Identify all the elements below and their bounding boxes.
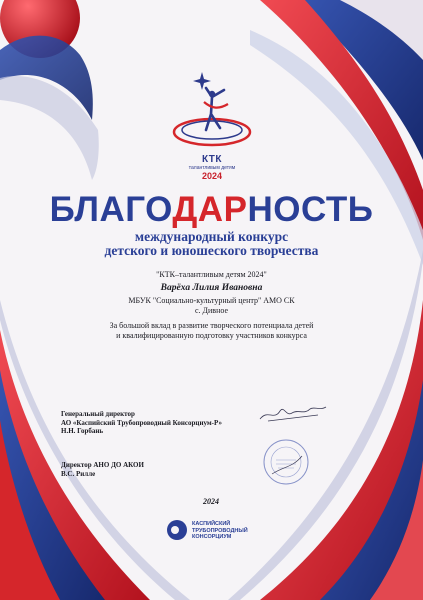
handwritten-signature [258,403,328,425]
recipient-organization: МБУК "Социально-культурный центр" АМО СК [128,296,295,305]
signatory-1-organization: АО «Каспийский Трубопроводный Консорциум-Р» [61,418,222,427]
signatory-1-name: Н.Н. Горбань [61,427,104,435]
title-part-1: БЛАГО [49,190,173,229]
cpc-logo-line-2: ТРУБОПРОВОДНЫЙ [192,527,248,534]
certificate-title [40,190,383,230]
certificate-year: 2024 [203,497,219,506]
dancer-emblem-icon [166,72,258,154]
reason-line-2: и квалифицированную подготовку участников конкурса [116,331,307,340]
recipient-name: Варёха Лилия Ивановна [160,283,263,293]
reason-line-1: За большой вклад в развитие творческого потенциала детей [109,321,314,330]
title-part-3: НОСТЬ [247,190,374,229]
cpc-logo-text [192,521,248,541]
logo-subtitle: талантливым детям [188,165,236,171]
logo-year: 2024 [201,171,223,181]
cpc-logo-icon [165,518,189,542]
subtitle-line-2: детского и юношеского творчества [104,243,319,258]
recipient-city: с. Дивное [195,306,228,315]
cpc-logo-line-1: КАСПИЙСКИЙ [192,521,231,527]
contest-name: "КТК–талантливым детям 2024" [156,270,267,279]
title-part-2: ДАР [172,190,248,229]
cpc-logo-line-3: КОНСОРЦИУМ [192,534,232,540]
signatory-2-name: В.С. Рилле [61,469,96,478]
ktk-contest-logo [166,72,258,184]
round-seal-stamp [262,438,310,486]
signatory-1-title: Генеральный директор [61,410,135,418]
logo-abbr: КТК [201,154,223,165]
signatory-2-title: Директор АНО ДО АКОИ [61,461,144,469]
subtitle-line-1: международный конкурс [134,229,289,244]
